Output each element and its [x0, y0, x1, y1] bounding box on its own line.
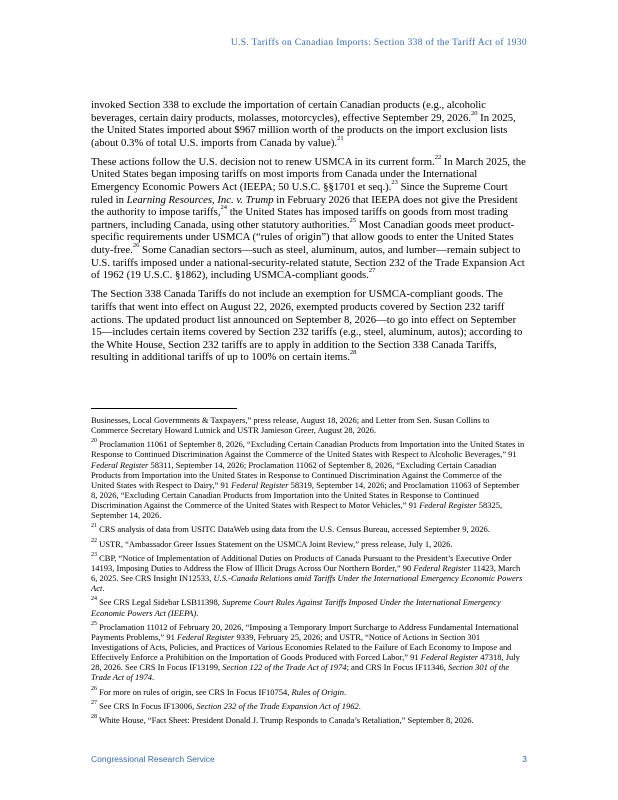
footnote-number: 21	[91, 523, 97, 530]
text-run: 11423, March 6, 2025. See CRS Insight IN12533,	[91, 562, 521, 584]
report-title: Supreme Court Rules Against Tariffs Imposed Under the International Emergency Economic Powers Act (IEEPA)	[91, 597, 501, 618]
text-run: .	[196, 607, 199, 618]
text-run: .	[152, 672, 155, 683]
paragraph	[91, 99, 527, 149]
footnote-ref[interactable]: 22	[434, 153, 442, 161]
text-run: Proclamation 11012 of February 20, 2026, “Imposing a Temporary Import Surcharge to Address Fundamental International Payments Problems,” 91	[91, 621, 519, 642]
footnote-ref[interactable]: 24	[220, 204, 228, 212]
footnote-number: 27	[91, 699, 97, 706]
text-run: In 2025, the United States imported about $967 million worth of the products on the import exclusion lists (about 0.3% of total U.S. imports from Canada by value).	[91, 111, 516, 149]
footnote-23	[91, 553, 527, 593]
publication-title: Federal Register	[176, 631, 235, 642]
footnote-ref[interactable]: 27	[368, 267, 376, 275]
footnotes	[91, 415, 527, 729]
text-run: ; and CRS In Focus IF11346,	[346, 662, 449, 673]
body-text	[91, 99, 527, 370]
text-run: USTR, “Ambassador Greer Issues Statement on the USMCA Joint Review,” press release, July 1, 2026.	[97, 538, 453, 549]
text-run: invoked Section 338 to exclude the importation of certain Canadian products (e.g., alcoholic beverages, certain dairy products, molasses, motorcycles), effective September 29, 2026.	[91, 99, 487, 124]
text-run: For more on rules of origin, see CRS In Focus IF10754,	[97, 686, 292, 697]
report-title: Section 232 of the Trade Expansion Act of 1962	[196, 700, 359, 711]
text-run: In March 2025, the United States began imposing tariffs on most imports from Canada under the International Emergency Economic Powers Act (IEEPA; 50 U.S.C. §§1701 et seq.).	[91, 155, 526, 194]
text-run: .	[102, 583, 105, 594]
publication-title: Federal Register	[420, 652, 479, 663]
report-title: Section 301 of the Trade Act of 1974	[91, 662, 510, 683]
page-number: 3	[522, 754, 527, 764]
text-run: 58311, September 14, 2026; Proclamation 11062 of September 8, 2026, “Excluding Certain Canadian Products from Importation into the United States in Response to Continued Discrimination Against the Commerce of the United States with Respect to Dairy,” 91	[91, 459, 502, 490]
text-run: CBP, “Notice of Implementation of Additional Duties on Products of Canada Pursuant to the President’s Executive Order 14193, Imposing Duties to Address the Flow of Illicit Drugs Across Our Northern Border,” 90	[91, 552, 512, 573]
footnote-ref[interactable]: 21	[337, 134, 344, 142]
text-run: These actions follow the U.S. decision not to renew USMCA in its current form.	[91, 155, 435, 168]
publication-title: Federal Register	[91, 459, 149, 470]
text-run: 58325, September 14, 2026.	[91, 499, 503, 521]
footnote-20	[91, 439, 527, 520]
footnote-number: 28	[91, 714, 97, 721]
footnote-25	[91, 622, 527, 683]
footnote-ref[interactable]: 25	[349, 216, 357, 224]
footnote-ref[interactable]: 26	[132, 242, 140, 250]
footnote-number: 25	[91, 620, 97, 627]
text-run: 9339, February 25, 2026; and USTR, “Notice of Actions in Section 301 Investigations of Acts, Policies, and Practices of Various Economies Related to the Failure of Each Economy to Impose and Effectively Enforce a Prohibition on the Importation of Goods Produced with Forced Labor,” 91	[91, 631, 512, 663]
report-title: Rules of Origin	[291, 686, 344, 697]
footnote-ref[interactable]: 28	[349, 349, 357, 357]
text-run: 47318, July 28, 2026. See CRS In Focus IF13199,	[91, 652, 520, 673]
text-run: Some Canadian sectors—such as steel, aluminum, autos, and lumber—remain subject to U.S. tariffs imposed under a national-security-related statute, Section 232 of the Trade Expansion Act of 1962 (19 U.S.C. §1862), including USMCA-compliant goods.	[91, 244, 525, 282]
footnote-21	[91, 524, 527, 534]
footnote-27	[91, 701, 527, 711]
publication-title: Federal Register	[231, 479, 289, 490]
text-run: .	[343, 686, 347, 697]
footnote-26	[91, 687, 527, 697]
text-run: The Section 338 Canada Tariffs do not include an exemption for USMCA-compliant goods. The tariffs that went into effect on August 22, 2026, exempted products covered by Section 232 tariff actions. The updated product list announced on September 8, 2026—to go into effect on September 15—includes certain items covered by Section 232 tariffs (e.g., steel, aluminum, autos); according to the White House, Section 232 tariffs are to apply in addition to the Section 338 Canada Tariffs, resulting in additional tariffs of up to 100% on certain items.	[91, 288, 523, 364]
text-run: in February 2026 that IEEPA does not give the President the authority to impose tariffs,	[91, 193, 518, 219]
text-run: CRS analysis of data from USITC DataWeb using data from the U.S. Census Bureau, accessed September 9, 2026.	[97, 524, 490, 535]
report-title: Section 122 of the Trade Act of 1974	[222, 662, 347, 673]
report-title: U.S.-Canada Relations amid Tariffs Under the International Emergency Economic Powers Act	[91, 573, 523, 594]
footnote-number: 20	[91, 438, 97, 445]
publication-title: Federal Register	[419, 499, 477, 510]
footnote-separator	[91, 408, 237, 409]
footnote-24	[91, 597, 527, 617]
page-footer	[91, 754, 527, 764]
footnote-number: 26	[91, 685, 97, 692]
case-name: Learning Resources, Inc. v. Trump	[126, 193, 274, 206]
text-run: .	[358, 700, 361, 711]
text-run: Most Canadian goods meet product-specific requirements under USMCA (“rules of origin”) that allow goods to enter the United States duty-free.	[91, 218, 515, 257]
footnote-ref[interactable]: 23	[391, 179, 398, 187]
text-run: White House, “Fact Sheet: President Donald J. Trump Responds to Canada’s Retaliation,” September 8, 2026.	[97, 715, 474, 726]
text-run: See CRS Legal Sidebar LSB11398,	[97, 597, 223, 608]
paragraph	[91, 288, 527, 364]
text-run: 58319, September 14, 2026; and Proclamation 11063 of September 8, 2026, “Excluding Certain Canadian Products from Importation into the United States in Response to Continued Discrimination Against the Commerce of the United States with Respect to Motor Vehicles,” 91	[91, 479, 520, 510]
text-run: the United States has imposed tariffs on goods from most trading partners, including Canada, using other statutory authorities.	[91, 206, 508, 231]
text-run: Since the Supreme Court ruled in	[91, 181, 508, 206]
text-run: See CRS In Focus IF13006,	[97, 700, 197, 711]
footnote-number: 24	[91, 596, 97, 603]
footnote-28	[91, 715, 527, 725]
running-header: U.S. Tariffs on Canadian Imports: Section 338 of the Tariff Act of 1930	[230, 38, 527, 48]
footnote-22	[91, 539, 527, 549]
footnote-continued: Businesses, Local Governments & Taxpayers,” press release, August 18, 2026; and Letter from Sen. Susan Collins to Commerce Secretary Howard Lutnick and USTR Jamieson Greer, August 28, 2026.	[91, 415, 490, 436]
footnote-number: 22	[91, 537, 97, 544]
footnote-number: 23	[91, 551, 97, 558]
paragraph	[91, 153, 527, 282]
text-run: Proclamation 11061 of September 8, 2026, “Excluding Certain Canadian Products from Importation into the United States in Response to Continued Discrimination Against the Commerce of the United States with Respect to Alcoholic Beverages,” 91	[91, 439, 525, 460]
publication-title: Federal Register	[413, 562, 471, 573]
footnote-ref[interactable]: 20	[470, 109, 478, 117]
footer-organization: Congressional Research Service	[91, 754, 215, 764]
